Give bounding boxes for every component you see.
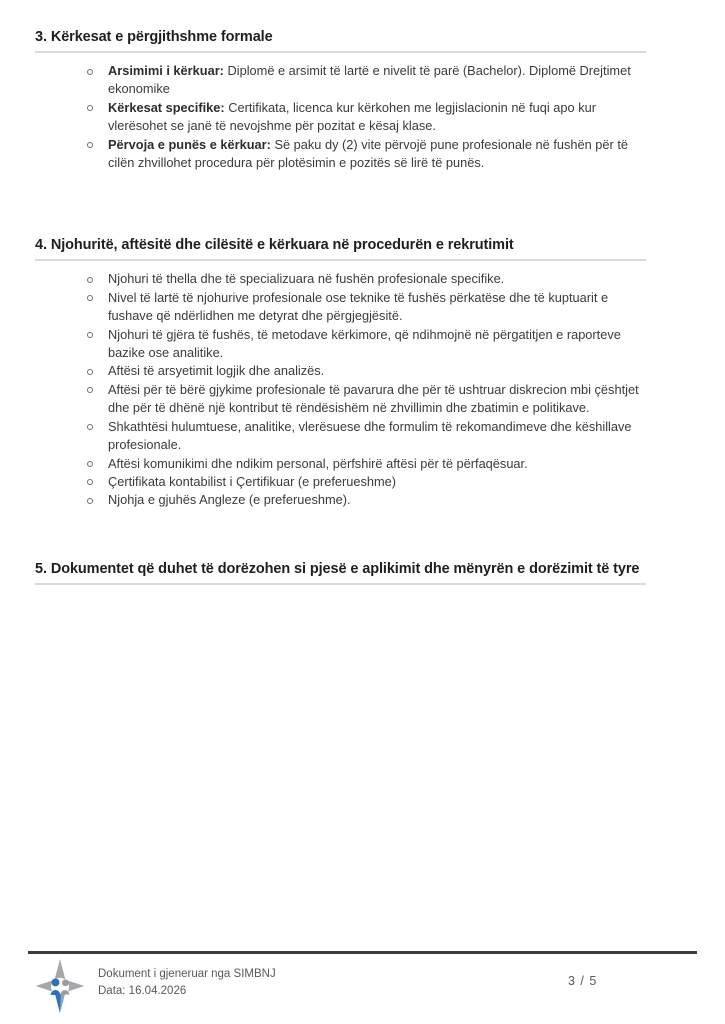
section-heading: 5. Dokumentet që duhet të dorëzohen si pjesë e aplikimit dhe mënyrën e dorëzimit të tyre	[35, 560, 646, 585]
item-text: Shkathtësi hulumtuese, analitike, vlerësuese dhe formulim të rekomandimeve dhe këshillave profesionale.	[108, 418, 632, 453]
footer-date: Data: 16.04.2026	[98, 985, 187, 997]
item-text: Aftësi komunikimi dhe ndikim personal, përfshirë aftësi për të përfaqësuar.	[108, 455, 528, 471]
section-dokumentet	[35, 560, 646, 585]
bullet-icon	[87, 105, 93, 111]
item-text: Së paku dy (2) vite përvojë pune profesionale në fushën për të cilën zhvillohet procedura për plotësimin e pozitës së lirë të punës.	[108, 136, 629, 171]
section-kerkesat-formale	[35, 28, 646, 172]
list-item	[35, 136, 646, 173]
item-text: Njohja e gjuhës Angleze (e preferueshme).	[108, 492, 351, 508]
bullet-icon	[87, 277, 93, 283]
bullet-icon	[87, 369, 93, 375]
item-label: Arsimimi i kërkuar:	[108, 63, 224, 78]
simbnj-logo-icon	[33, 957, 87, 1015]
list-item	[35, 473, 646, 491]
bullet-icon	[87, 498, 93, 504]
list-item	[35, 455, 646, 473]
page-number: 3 / 5	[568, 974, 598, 988]
list-item	[35, 381, 646, 418]
list-item	[35, 326, 646, 363]
list-item	[35, 289, 646, 326]
list-item	[35, 62, 646, 99]
section-list	[35, 62, 646, 172]
footer-generated-by: Dokument i gjeneruar nga SIMBNJ	[98, 968, 276, 980]
section-heading: 4. Njohuritë, aftësitë dhe cilësitë e kërkuara në procedurën e rekrutimit	[35, 236, 646, 261]
list-item	[35, 270, 646, 288]
item-label: Kërkesat specifike:	[108, 99, 225, 115]
item-text: Aftësi për të bërë gjykime profesionale të pavarura dhe për të ushtruar diskrecion mbi çështjet dhe për të dhënë një kontribut të rëndësishëm në zhvillimin dhe zbatimin e politikave.	[108, 381, 639, 416]
bullet-icon	[87, 295, 93, 301]
list-item	[35, 418, 646, 455]
bullet-icon	[87, 332, 93, 338]
bullet-icon	[87, 69, 93, 75]
item-text: Certifikata, licenca kur kërkohen me legjislacionin në fuqi apo kur vlerësohet se janë të nevojshme për pozitat e kësaj klase.	[108, 99, 596, 134]
bullet-icon	[87, 387, 93, 393]
item-text: Çertifikata kontabilist i Çertifikuar (e preferueshme)	[108, 473, 397, 489]
item-text: Njohuri të gjëra të fushës, të metodave kërkimore, që ndihmojnë në përgatitjen e raporteve bazike ose analitike.	[108, 326, 621, 361]
section-list	[35, 270, 646, 509]
item-label: Përvoja e punës e kërkuar:	[108, 136, 271, 152]
item-text: Njohuri të thella dhe të specializuara në fushën profesionale specifike.	[108, 271, 505, 287]
list-item	[35, 491, 646, 509]
bullet-icon	[87, 479, 93, 485]
list-item	[35, 362, 646, 380]
document-body	[35, 28, 646, 585]
footer-info	[98, 966, 276, 1000]
section-heading: 3. Kërkesat e përgjithshme formale	[35, 28, 646, 53]
item-text: Nivel të lartë të njohurive profesionale ose teknike të fushës përkatëse dhe të kuptuarit e fushave që ndërlidhen me detyrat dhe përgjegjësitë.	[108, 289, 609, 324]
bullet-icon	[87, 461, 93, 467]
item-text: Diplomë e arsimit të lartë e nivelit të parë (Bachelor). Diplomë Drejtimet ekonomike	[108, 63, 631, 97]
section-njohurite-aftesite	[35, 236, 646, 509]
list-item	[35, 99, 646, 136]
item-text: Aftësi të arsyetimit logjik dhe analizës.	[108, 363, 325, 379]
bullet-icon	[87, 424, 93, 430]
footer-divider	[28, 951, 697, 954]
bullet-icon	[87, 142, 93, 148]
